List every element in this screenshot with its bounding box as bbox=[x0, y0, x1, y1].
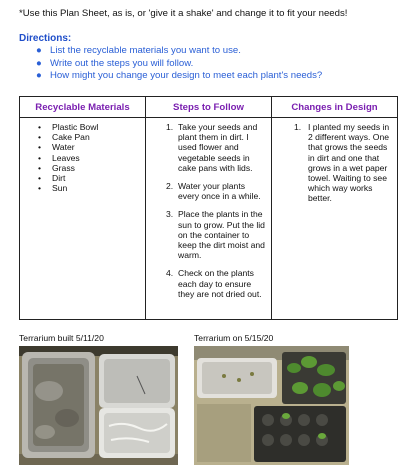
table-header-row bbox=[20, 97, 398, 118]
directions-item bbox=[36, 58, 322, 71]
directions-list bbox=[36, 45, 322, 83]
directions-item bbox=[36, 45, 322, 58]
list-item bbox=[294, 122, 391, 204]
change-number: 1. bbox=[294, 122, 302, 132]
step-text: Take your seeds and plant them in dirt. I used flower and vegetable seeds in cake pans with lids. bbox=[178, 122, 258, 173]
step-text: Water your plants every once in a while. bbox=[178, 181, 261, 202]
list-item: • Sun bbox=[38, 183, 145, 193]
list-item: • Dirt bbox=[38, 173, 145, 183]
directions-item-text: List the recyclable materials you want to use. bbox=[50, 45, 241, 56]
header-recyclable-materials: Recyclable Materials bbox=[20, 97, 146, 118]
terrarium-built-photo bbox=[19, 346, 178, 465]
steps-list bbox=[146, 122, 271, 299]
list-item: • Water bbox=[38, 142, 145, 152]
photo-caption: Terrarium built 5/11/20 bbox=[19, 333, 104, 343]
step-number: 1. bbox=[166, 122, 174, 132]
materials-cell bbox=[20, 118, 146, 320]
list-item: • Plastic Bowl bbox=[38, 122, 145, 132]
change-text: I planted my seeds in 2 different ways. One that grows the seeds in dirt and one that grows in a wet paper towel. Waiting to see which way works better. bbox=[308, 122, 390, 204]
changes-list bbox=[272, 122, 397, 204]
step-text: Place the plants in the sun to grow. Put the lid on the container to keep the dirt moist and warm. bbox=[178, 209, 265, 261]
photo-caption: Terrarium on 5/15/20 bbox=[194, 333, 274, 343]
step-number: 2. bbox=[166, 181, 174, 192]
bullet-icon: ● bbox=[36, 70, 42, 81]
list-item bbox=[166, 122, 265, 173]
step-text: Check on the plants each day to ensure they are not dried out. bbox=[178, 268, 262, 299]
header-changes-in-design: Changes in Design bbox=[272, 97, 398, 118]
directions-item bbox=[36, 70, 322, 83]
bullet-icon: ● bbox=[36, 45, 42, 56]
step-number: 3. bbox=[166, 209, 174, 220]
intro-note: *Use this Plan Sheet, as is, or 'give it a shake' and change it to fit your needs! bbox=[19, 8, 348, 19]
step-number: 4. bbox=[166, 268, 174, 279]
list-item bbox=[166, 268, 265, 299]
bullet-icon: ● bbox=[36, 57, 42, 69]
list-item: • Cake Pan bbox=[38, 132, 145, 142]
directions-item-text: Write out the steps you will follow. bbox=[50, 57, 194, 69]
plan-table bbox=[19, 96, 398, 320]
changes-cell bbox=[272, 118, 398, 320]
materials-list bbox=[20, 122, 145, 193]
steps-cell bbox=[146, 118, 272, 320]
directions-title: Directions: bbox=[19, 33, 72, 44]
table-body-row bbox=[20, 118, 398, 320]
directions-item-text: How might you change your design to meet each plant's needs? bbox=[50, 70, 323, 81]
list-item: • Grass bbox=[38, 163, 145, 173]
list-item: • Leaves bbox=[38, 153, 145, 163]
list-item bbox=[166, 181, 265, 201]
list-item bbox=[166, 209, 265, 260]
terrarium-progress-photo bbox=[194, 346, 349, 465]
header-steps-to-follow: Steps to Follow bbox=[146, 97, 272, 118]
